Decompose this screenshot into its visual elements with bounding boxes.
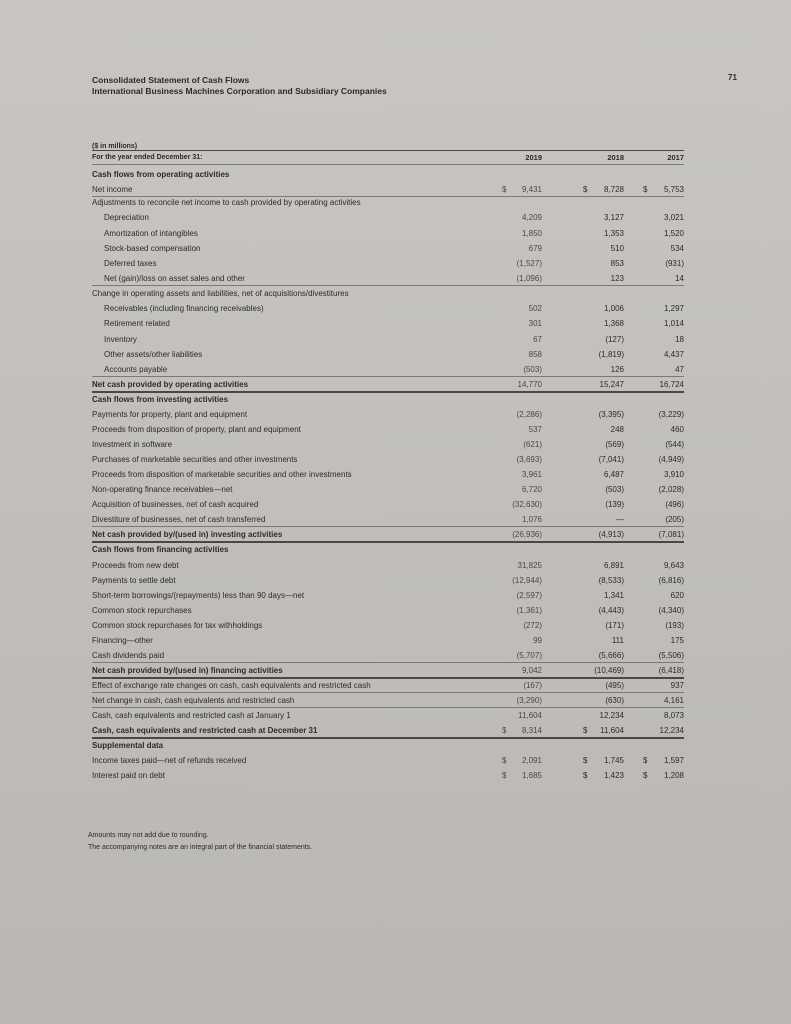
value-cell: (167) xyxy=(523,681,542,690)
value-cell: 4,437 xyxy=(663,350,684,359)
value-cell: 1,745 xyxy=(603,756,624,765)
row-label: Retirement related xyxy=(104,319,170,328)
value-cell: (139) xyxy=(605,500,624,509)
footnote-notes: The accompanying notes are an integral part of the financial statements. xyxy=(88,844,313,851)
statement-title: Consolidated Statement of Cash Flows xyxy=(92,75,250,85)
table-row xyxy=(92,273,684,286)
value-cell: 111 xyxy=(611,636,624,645)
row-label: Net change in cash, cash equivalents and restricted cash xyxy=(92,696,295,705)
value-cell: (272) xyxy=(523,621,542,630)
value-cell: 1,297 xyxy=(663,304,684,313)
table-row xyxy=(92,695,684,708)
value-cell: 11,604 xyxy=(600,726,624,735)
value-cell: (2,028) xyxy=(658,485,684,494)
value-cell: 9,643 xyxy=(663,561,684,570)
value-cell: (1,527) xyxy=(516,259,542,268)
top-divider xyxy=(92,150,684,151)
value-cell: (2,597) xyxy=(516,591,542,600)
value-cell: 3,910 xyxy=(663,470,684,479)
table-row xyxy=(92,620,684,632)
value-cell: 460 xyxy=(670,425,684,434)
table-row xyxy=(92,770,684,782)
statement-subtitle: International Business Machines Corporation and Subsidiary Companies xyxy=(92,86,387,96)
value-cell: (5,666) xyxy=(598,651,624,660)
value-cell: 534 xyxy=(670,244,684,253)
value-cell: (32,630) xyxy=(512,500,542,509)
units-label: ($ in millions) xyxy=(92,143,138,150)
value-cell: (4,443) xyxy=(598,606,624,615)
value-cell: 47 xyxy=(675,365,684,374)
value-cell: (5,707) xyxy=(516,651,542,660)
row-label: Payments to settle debt xyxy=(92,576,176,585)
value-cell: 510 xyxy=(610,244,624,253)
table-row xyxy=(92,665,684,679)
table-row xyxy=(92,590,684,602)
value-cell: — xyxy=(616,515,624,524)
row-label: Cash, cash equivalents and restricted cash at December 31 xyxy=(92,726,318,735)
value-cell: (3,290) xyxy=(516,696,542,705)
currency-symbol: $ xyxy=(643,185,648,194)
row-label: Proceeds from disposition of property, plant and equipment xyxy=(92,425,301,434)
table-row xyxy=(92,529,684,543)
value-cell: 175 xyxy=(670,636,684,645)
value-cell: 3,021 xyxy=(663,213,684,222)
column-header-row xyxy=(92,152,684,165)
value-cell: 1,597 xyxy=(663,756,684,765)
value-cell: (1,819) xyxy=(598,350,624,359)
row-label: Effect of exchange rate changes on cash, cash equivalents and restricted cash xyxy=(92,681,371,690)
table-row xyxy=(92,334,684,346)
value-cell: 14 xyxy=(675,274,684,283)
row-label: Cash dividends paid xyxy=(92,651,165,660)
table-row xyxy=(92,710,684,722)
value-cell: 126 xyxy=(610,365,624,374)
value-cell: (503) xyxy=(605,485,624,494)
value-cell: (193) xyxy=(665,621,684,630)
value-cell: (127) xyxy=(605,335,624,344)
row-label: Change in operating assets and liabilities, net of acquisitions/divestitures xyxy=(92,289,349,298)
value-cell: 2,091 xyxy=(521,756,542,765)
value-cell: (630) xyxy=(605,696,624,705)
value-cell: (7,081) xyxy=(658,530,684,539)
row-label: Net cash provided by/(used in) investing activities xyxy=(92,530,283,539)
currency-symbol: $ xyxy=(643,756,648,765)
header-2019: 2019 xyxy=(525,153,542,162)
row-label: Acquisition of businesses, net of cash acquired xyxy=(92,500,259,509)
value-cell: (544) xyxy=(665,440,684,449)
currency-symbol: $ xyxy=(502,756,507,765)
row-label: Accounts payable xyxy=(104,365,168,374)
value-cell: (6,418) xyxy=(658,666,684,675)
value-cell: (7,041) xyxy=(598,455,624,464)
value-cell: (4,949) xyxy=(658,455,684,464)
row-label: Cash flows from investing activities xyxy=(92,395,229,404)
value-cell: 537 xyxy=(528,425,542,434)
value-cell: 9,431 xyxy=(521,185,542,194)
row-label: Common stock repurchases xyxy=(92,606,192,615)
table-row xyxy=(92,560,684,572)
row-label: Cash flows from operating activities xyxy=(92,170,230,179)
table-row xyxy=(92,469,684,481)
value-cell: (569) xyxy=(605,440,624,449)
value-cell: 9,042 xyxy=(521,666,542,675)
table-row xyxy=(92,514,684,527)
value-cell: 858 xyxy=(528,350,542,359)
currency-symbol: $ xyxy=(502,726,507,735)
table-row xyxy=(92,439,684,451)
currency-symbol: $ xyxy=(502,185,507,194)
table-row xyxy=(92,755,684,767)
table-row xyxy=(92,228,684,240)
row-label: Income taxes paid—net of refunds received xyxy=(92,756,247,765)
value-cell: (4,340) xyxy=(658,606,684,615)
value-cell: 3,961 xyxy=(521,470,542,479)
value-cell: 5,753 xyxy=(663,185,684,194)
table-row xyxy=(92,635,684,647)
table-row xyxy=(92,318,684,330)
value-cell: 123 xyxy=(610,274,624,283)
currency-symbol: $ xyxy=(502,771,507,780)
header-label: For the year ended December 31: xyxy=(92,154,203,161)
value-cell: 15,247 xyxy=(599,380,624,389)
value-cell: (3,229) xyxy=(658,410,684,419)
table-row xyxy=(92,409,684,421)
currency-symbol: $ xyxy=(583,185,588,194)
table-row xyxy=(92,379,684,393)
value-cell: (931) xyxy=(665,259,684,268)
value-cell: 1,520 xyxy=(663,229,684,238)
table-row xyxy=(92,394,684,406)
value-cell: 1,076 xyxy=(521,515,542,524)
value-cell: (1,361) xyxy=(516,606,542,615)
value-cell: 16,724 xyxy=(659,380,684,389)
value-cell: 8,073 xyxy=(663,711,684,720)
value-cell: 8,728 xyxy=(603,185,624,194)
value-cell: 6,487 xyxy=(603,470,624,479)
table-row xyxy=(92,575,684,587)
value-cell: (621) xyxy=(523,440,542,449)
row-label: Supplemental data xyxy=(92,741,164,750)
table-row xyxy=(92,499,684,511)
value-cell: (3,693) xyxy=(516,455,542,464)
row-label: Stock-based compensation xyxy=(104,244,201,253)
row-label: Financing—other xyxy=(92,636,153,645)
table-row xyxy=(92,605,684,617)
table-row xyxy=(92,544,684,556)
value-cell: 31,825 xyxy=(517,561,542,570)
value-cell: (4,913) xyxy=(598,530,624,539)
value-cell: (10,469) xyxy=(594,666,624,675)
value-cell: 301 xyxy=(528,319,542,328)
value-cell: 99 xyxy=(533,636,542,645)
header-2018: 2018 xyxy=(607,153,624,162)
value-cell: 18 xyxy=(675,335,684,344)
table-row xyxy=(92,169,684,181)
value-cell: 1,368 xyxy=(603,319,624,328)
value-cell: 620 xyxy=(670,591,684,600)
table-row xyxy=(92,243,684,255)
value-cell: (6,816) xyxy=(658,576,684,585)
value-cell: (496) xyxy=(665,500,684,509)
table-row xyxy=(92,212,684,224)
value-cell: 1,685 xyxy=(521,771,542,780)
row-label: Interest paid on debt xyxy=(92,771,165,780)
value-cell: 1,341 xyxy=(603,591,624,600)
value-cell: (1,096) xyxy=(516,274,542,283)
value-cell: (205) xyxy=(665,515,684,524)
value-cell: 6,891 xyxy=(603,561,624,570)
value-cell: (171) xyxy=(605,621,624,630)
table-row xyxy=(92,650,684,663)
value-cell: 4,161 xyxy=(663,696,684,705)
currency-symbol: $ xyxy=(583,726,588,735)
table-row xyxy=(92,725,684,739)
table-row xyxy=(92,349,684,361)
row-label: Investment in software xyxy=(92,440,173,449)
value-cell: 14,770 xyxy=(517,380,542,389)
row-label: Proceeds from new debt xyxy=(92,561,179,570)
currency-symbol: $ xyxy=(583,756,588,765)
row-label: Adjustments to reconcile net income to cash provided by operating activities xyxy=(92,198,361,207)
row-label: Proceeds from disposition of marketable securities and other investments xyxy=(92,470,352,479)
row-label: Payments for property, plant and equipment xyxy=(92,410,248,419)
row-label: Net cash provided by/(used in) financing activities xyxy=(92,666,283,675)
row-label: Inventory xyxy=(104,335,137,344)
value-cell: (5,506) xyxy=(658,651,684,660)
row-label: Amortization of intangibles xyxy=(104,229,198,238)
value-cell: 12,234 xyxy=(659,726,684,735)
table-row xyxy=(92,184,684,197)
value-cell: 679 xyxy=(528,244,542,253)
value-cell: (2,286) xyxy=(516,410,542,419)
value-cell: (3,395) xyxy=(598,410,624,419)
row-label: Common stock repurchases for tax withholdings xyxy=(92,621,263,630)
currency-symbol: $ xyxy=(643,771,648,780)
row-label: Short-term borrowings/(repayments) less than 90 days—net xyxy=(92,591,305,600)
value-cell: 12,234 xyxy=(599,711,624,720)
table-row xyxy=(92,258,684,270)
value-cell: 67 xyxy=(533,335,542,344)
row-label: Cash, cash equivalents and restricted cash at January 1 xyxy=(92,711,291,720)
value-cell: 248 xyxy=(610,425,624,434)
table-row xyxy=(92,288,684,300)
table-row xyxy=(92,303,684,315)
page-number: 71 xyxy=(728,73,737,82)
header-2017: 2017 xyxy=(667,153,684,162)
row-label: Receivables (including financing receivables) xyxy=(104,304,264,313)
value-cell: 1,850 xyxy=(521,229,542,238)
value-cell: (26,936) xyxy=(512,530,542,539)
row-label: Purchases of marketable securities and other investments xyxy=(92,455,298,464)
row-label: Net cash provided by operating activities xyxy=(92,380,249,389)
row-label: Non-operating finance receivables—net xyxy=(92,485,233,494)
value-cell: 937 xyxy=(670,681,684,690)
value-cell: 3,127 xyxy=(603,213,624,222)
value-cell: 1,006 xyxy=(603,304,624,313)
value-cell: (503) xyxy=(523,365,542,374)
value-cell: 502 xyxy=(528,304,542,313)
value-cell: 1,208 xyxy=(663,771,684,780)
table-row xyxy=(92,424,684,436)
value-cell: 11,604 xyxy=(518,711,542,720)
row-label: Other assets/other liabilities xyxy=(104,350,203,359)
value-cell: 1,423 xyxy=(603,771,624,780)
table-row xyxy=(92,364,684,377)
table-row xyxy=(92,680,684,693)
table-row xyxy=(92,454,684,466)
table-row xyxy=(92,740,684,752)
row-label: Divestiture of businesses, net of cash transferred xyxy=(92,515,266,524)
footnote-rounding: Amounts may not add due to rounding. xyxy=(88,832,209,839)
value-cell: 6,720 xyxy=(521,485,542,494)
value-cell: 8,314 xyxy=(521,726,542,735)
value-cell: (8,533) xyxy=(598,576,624,585)
row-label: Deferred taxes xyxy=(104,259,157,268)
table-row xyxy=(92,197,684,209)
value-cell: 1,014 xyxy=(663,319,684,328)
value-cell: (495) xyxy=(605,681,624,690)
table-row xyxy=(92,484,684,496)
currency-symbol: $ xyxy=(583,771,588,780)
value-cell: (12,944) xyxy=(512,576,542,585)
value-cell: 853 xyxy=(610,259,624,268)
row-label: Depreciation xyxy=(104,213,149,222)
row-label: Cash flows from financing activities xyxy=(92,545,229,554)
value-cell: 4,209 xyxy=(521,213,542,222)
row-label: Net (gain)/loss on asset sales and other xyxy=(104,274,245,283)
row-label: Net income xyxy=(92,185,133,194)
value-cell: 1,353 xyxy=(603,229,624,238)
